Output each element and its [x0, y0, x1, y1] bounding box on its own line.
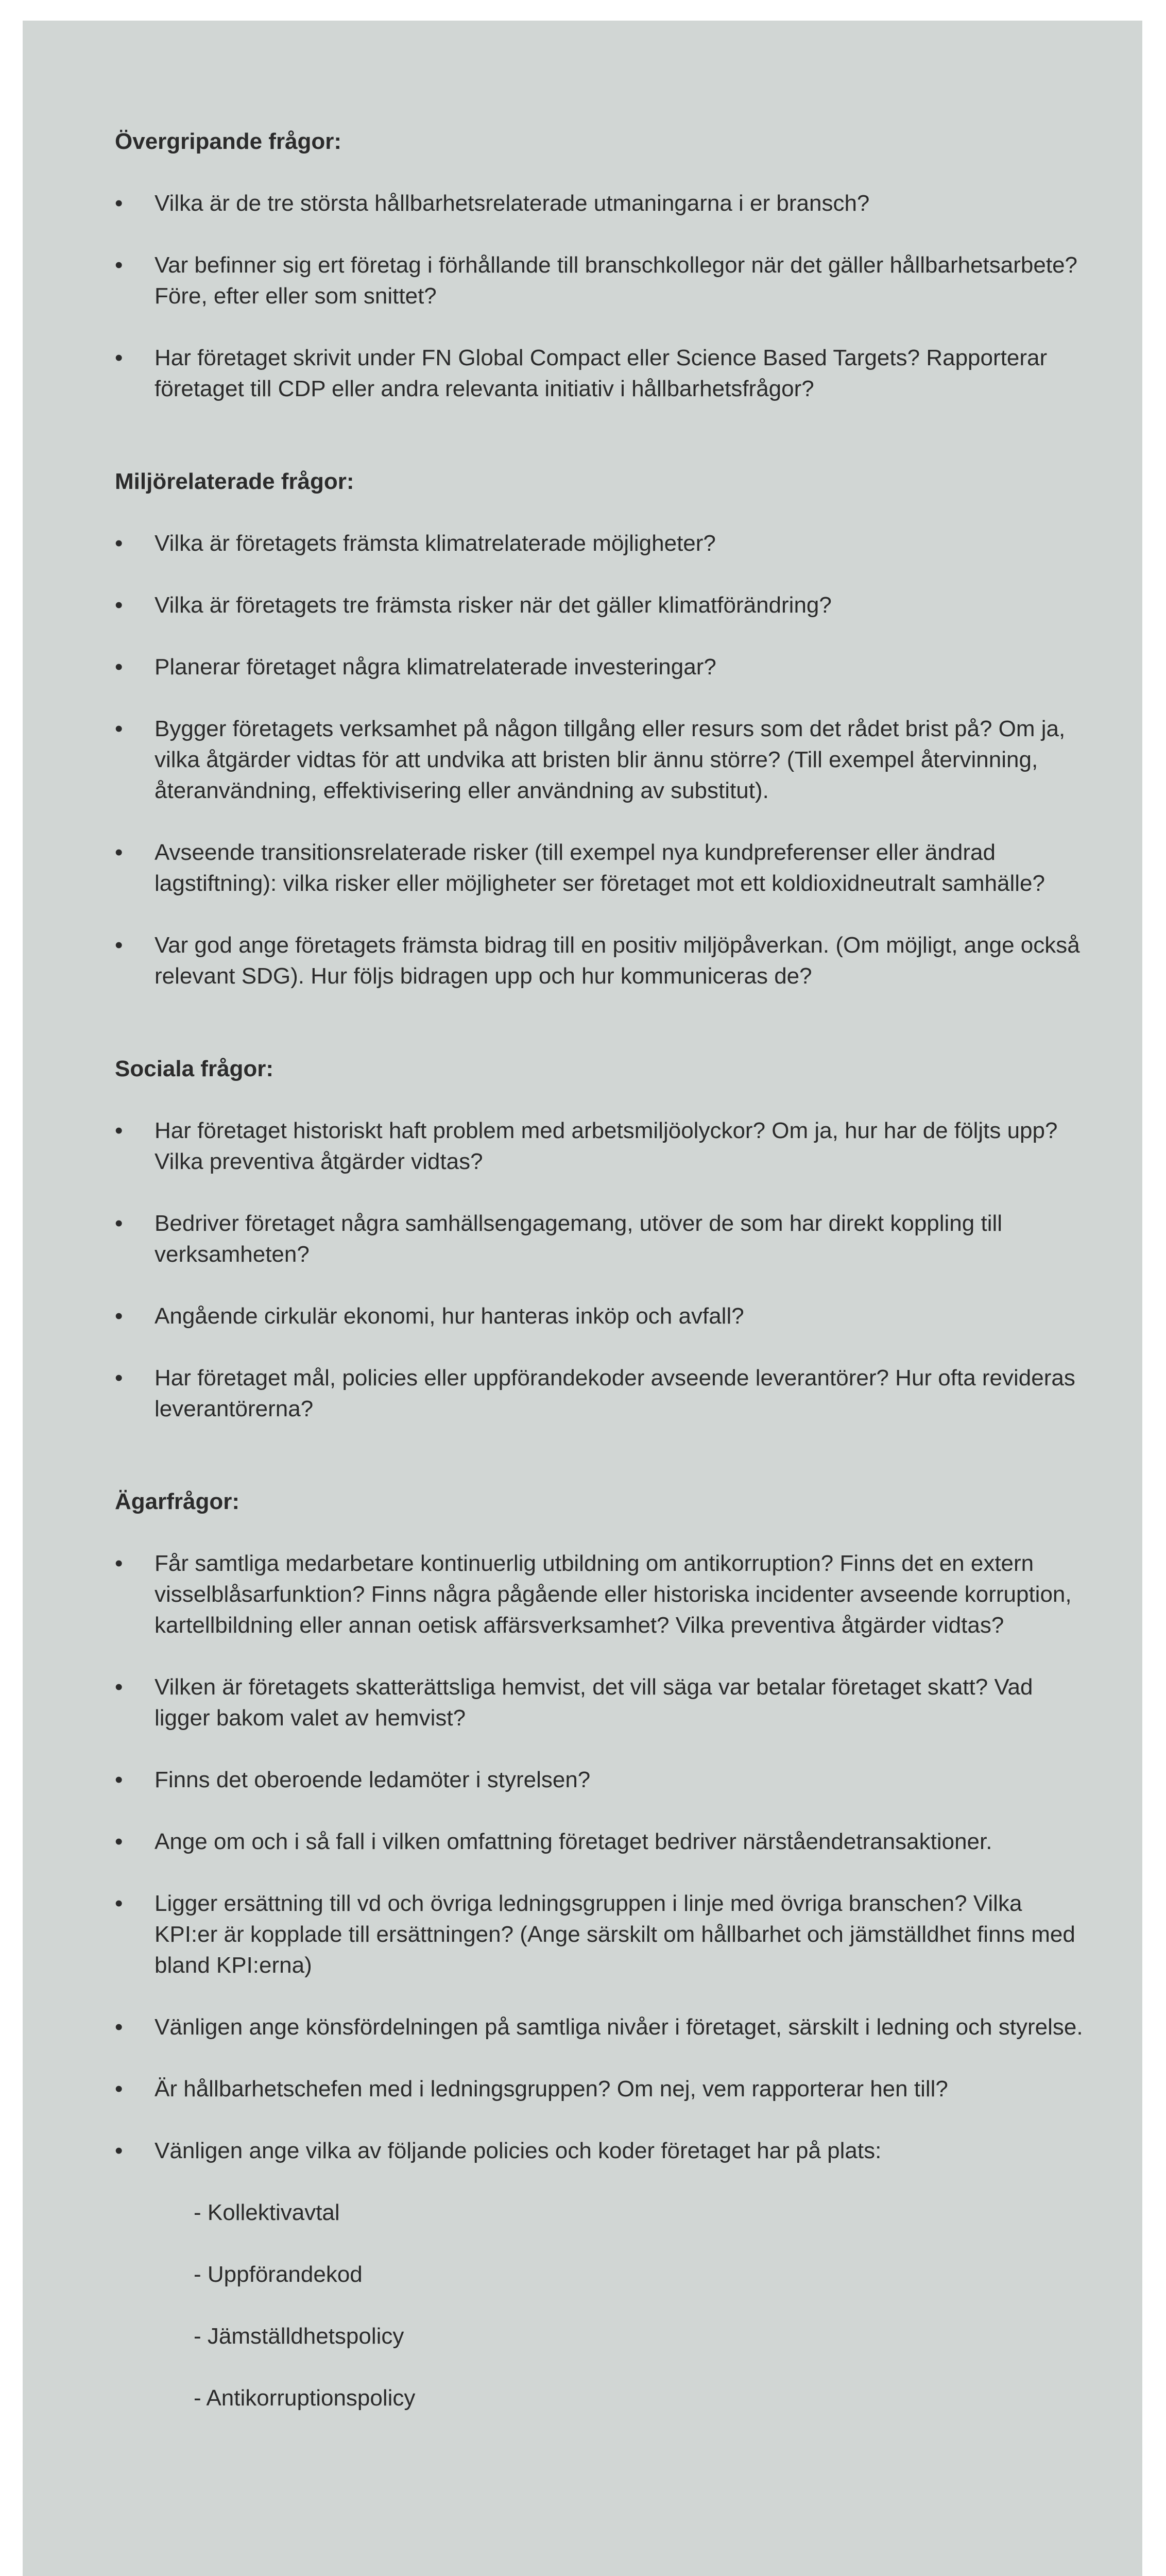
question-list [115, 528, 1083, 992]
policy-item: - Jämställdhetspolicy [194, 2324, 404, 2349]
question-list [115, 1115, 1083, 1425]
bullet-icon: • [115, 1891, 123, 1916]
question-text: Planerar företaget några klimatrelaterade investeringar? [155, 654, 716, 680]
document-panel [23, 21, 1142, 2576]
question-text: Har företaget historiskt haft problem med arbetsmiljöolyckor? Om ja, hur har de följts upp? Vilka preventiva åtgärder vidtas? [155, 1118, 1058, 1174]
question-text: Vilka är de tre största hållbarhetsrelaterade utmaningarna i er bransch? [155, 191, 870, 216]
section-heading: Sociala frågor: [115, 1056, 274, 1081]
section-agarfragor [115, 1486, 1083, 2414]
section-overgripande [115, 126, 1083, 404]
section-heading: Ägarfrågor: [115, 1489, 240, 1514]
question-item [115, 1672, 1083, 1734]
section-heading: Miljörelaterade frågor: [115, 469, 354, 494]
policy-item: - Uppförandekod [194, 2262, 363, 2287]
question-text: Avseende transitionsrelaterade risker (till exempel nya kundpreferenser eller ändrad lagstiftning): vilka risker eller möjligheter ser företaget mot ett koldioxidneutralt samhälle? [155, 840, 1045, 896]
policy-item: - Antikorruptionspolicy [194, 2385, 416, 2411]
question-text: Vänligen ange vilka av följande policies och koder företaget har på plats: [155, 2138, 882, 2163]
bullet-icon: • [115, 252, 123, 278]
question-item [115, 1115, 1083, 1177]
bullet-icon: • [115, 933, 123, 958]
bullet-icon: • [115, 592, 123, 618]
question-item [115, 590, 1083, 621]
question-text: Ligger ersättning till vd och övriga ledningsgruppen i linje med övriga branschen? Vilka KPI:er är kopplade till ersättningen? (Ange särskilt om hållbarhet och jämställdhet finns med bland KPI:erna) [155, 1891, 1075, 1978]
question-item [115, 2012, 1083, 2043]
question-item [115, 1826, 1083, 1857]
bullet-icon: • [115, 1674, 123, 1700]
question-text: Bygger företagets verksamhet på någon tillgång eller resurs som det rådet brist på? Om ja, vilka åtgärder vidtas för att undvika att bristen blir ännu större? (Till exempel återvinning, återanvändning, effektivisering eller användning av substitut). [155, 716, 1066, 803]
question-item [115, 1363, 1083, 1425]
question-text: Var god ange företagets främsta bidrag till en positiv miljöpåverkan. (Om möjligt, ange också relevant SDG). Hur följs bidragen upp och hur kommuniceras de? [155, 933, 1080, 989]
policy-list [115, 2197, 1083, 2414]
bullet-icon: • [115, 531, 123, 556]
bullet-icon: • [115, 1365, 123, 1391]
question-item [115, 1301, 1083, 1332]
bullet-icon: • [115, 1211, 123, 1236]
question-item [115, 2074, 1083, 2105]
bullet-icon: • [115, 840, 123, 865]
bullet-icon: • [115, 1303, 123, 1329]
question-item [115, 343, 1083, 404]
policy-item: - Kollektivavtal [194, 2200, 340, 2225]
question-text: Ange om och i så fall i vilken omfattning företaget bedriver närståendetransaktioner. [155, 1829, 992, 1854]
question-text: Vänligen ange könsfördelningen på samtliga nivåer i företaget, särskilt i ledning och styrelse. [155, 2014, 1083, 2040]
question-list [115, 1548, 1083, 2166]
question-text: Vilka är företagets främsta klimatrelaterade möjligheter? [155, 531, 716, 556]
question-text: Var befinner sig ert företag i förhållande till branschkollegor när det gäller hållbarhetsarbete? Före, efter eller som snittet? [155, 252, 1078, 309]
question-list [115, 188, 1083, 404]
question-item [115, 1888, 1083, 1981]
question-item [115, 2136, 1083, 2166]
section-sociala [115, 1054, 1083, 1425]
question-item [115, 930, 1083, 992]
question-item [115, 837, 1083, 899]
question-text: Vilka är företagets tre främsta risker när det gäller klimatförändring? [155, 592, 832, 618]
question-item [115, 250, 1083, 312]
questionnaire-content [115, 103, 1083, 2414]
bullet-icon: • [115, 191, 123, 216]
question-text: Bedriver företaget några samhällsengagemang, utöver de som har direkt koppling till verksamheten? [155, 1211, 1003, 1267]
question-item [115, 714, 1083, 806]
question-text: Vilken är företagets skatterättsliga hemvist, det vill säga var betalar företaget skatt? Vad ligger bakom valet av hemvist? [155, 1674, 1033, 1731]
question-item [115, 528, 1083, 559]
section-miljo [115, 466, 1083, 992]
question-text: Finns det oberoende ledamöter i styrelsen? [155, 1767, 591, 1792]
question-item [115, 1548, 1083, 1641]
question-text: Får samtliga medarbetare kontinuerlig utbildning om antikorruption? Finns det en extern visselblåsarfunktion? Finns några pågående eller historiska incidenter avseende korruption, kartellbildning eller annan oetisk affärsverksamhet? Vilka preventiva åtgärder vidtas? [155, 1551, 1072, 1638]
bullet-icon: • [115, 2076, 123, 2102]
question-text: Är hållbarhetschefen med i ledningsgruppen? Om nej, vem rapporterar hen till? [155, 2076, 948, 2102]
bullet-icon: • [115, 2014, 123, 2040]
section-heading: Övergripande frågor: [115, 129, 342, 154]
question-text: Angående cirkulär ekonomi, hur hanteras inköp och avfall? [155, 1303, 744, 1329]
question-text: Har företaget skrivit under FN Global Compact eller Science Based Targets? Rapporterar företaget till CDP eller andra relevanta initiativ i hållbarhetsfrågor? [155, 345, 1048, 401]
question-item [115, 652, 1083, 683]
question-item [115, 188, 1083, 219]
bullet-icon: • [115, 716, 123, 741]
bullet-icon: • [115, 1767, 123, 1792]
question-item [115, 1208, 1083, 1270]
question-item [115, 1765, 1083, 1795]
bullet-icon: • [115, 2138, 123, 2163]
bullet-icon: • [115, 1118, 123, 1143]
bullet-icon: • [115, 1551, 123, 1576]
bullet-icon: • [115, 1829, 123, 1854]
question-text: Har företaget mål, policies eller uppförandekoder avseende leverantörer? Hur ofta revideras leverantörerna? [155, 1365, 1075, 1421]
bullet-icon: • [115, 654, 123, 680]
bullet-icon: • [115, 345, 123, 370]
